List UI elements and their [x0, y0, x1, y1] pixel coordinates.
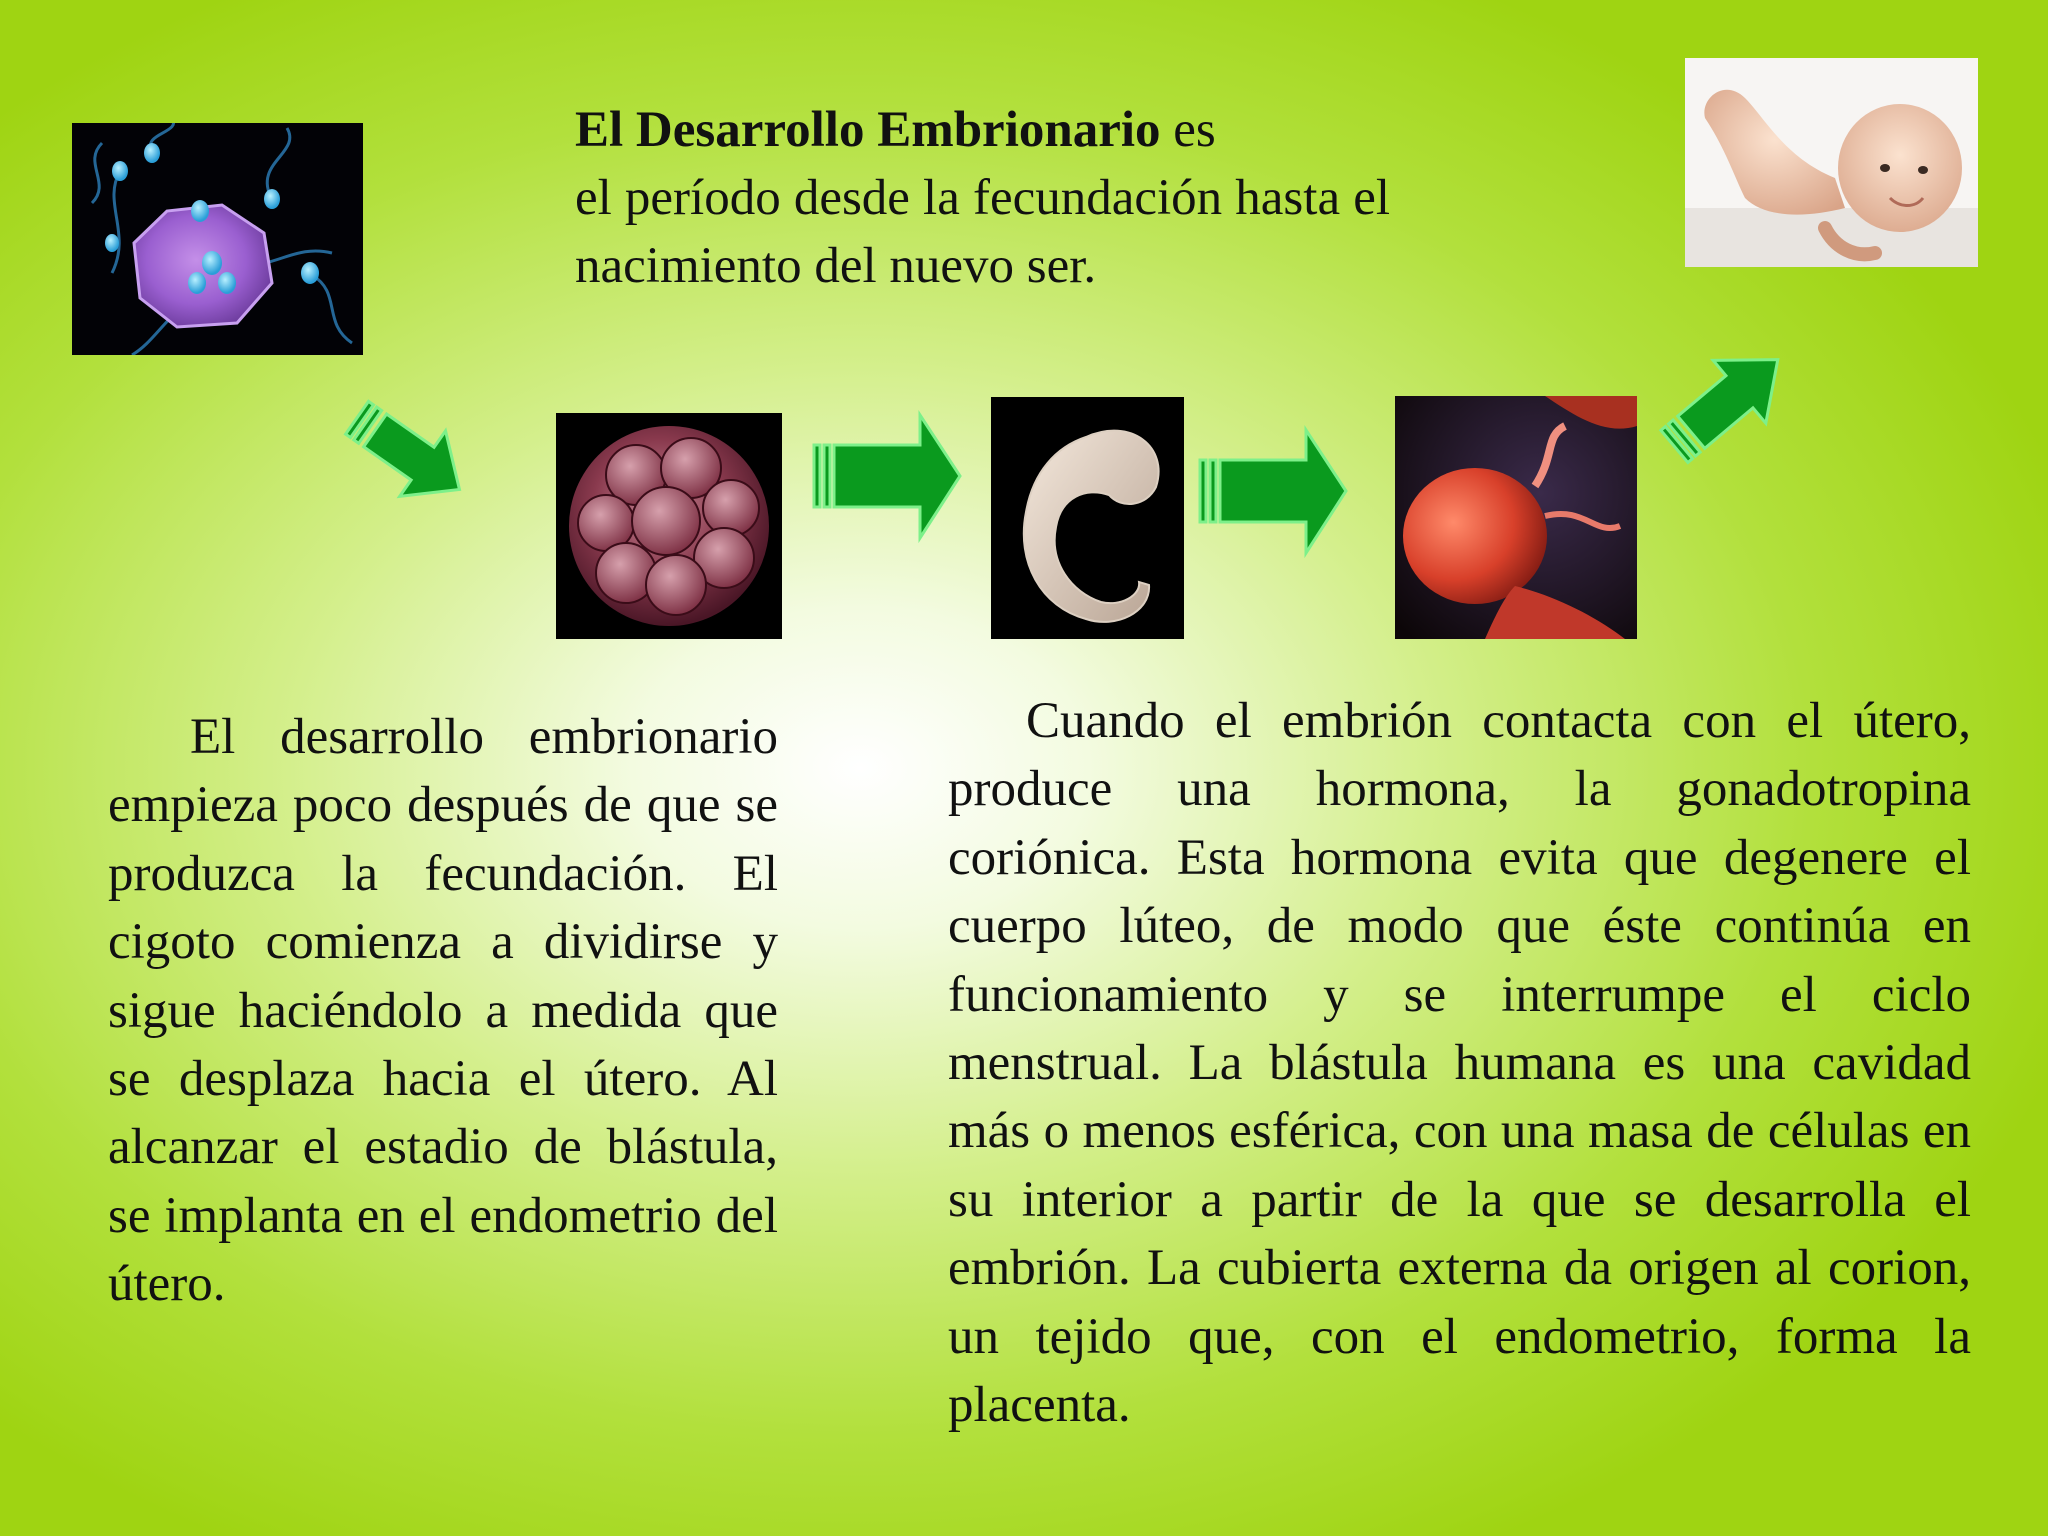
right-paragraph: Cuando el embrión contacta con el útero, produce una hormona, la gonadotropina coriónica. Esta hormona evita que degenere el cuerpo lúteo, de modo que éste continúa en funcionamiento y se interrumpe el ciclo menstrual. La blástula humana es una cavidad más o menos esférica, con una masa de células en su interior a partir de la que se desarrolla el embrión. La cubierta externa da origen al corion, un tejido que, con el endometrio, forma la placenta.	[948, 693, 1971, 1434]
arrow-icon-diagonal-down	[370, 345, 530, 495]
early-embryo-image	[991, 397, 1184, 639]
intro-first-line	[575, 96, 1390, 164]
intro-rest: el período desde la fecundación hasta el nacimiento del nuevo ser.	[575, 170, 1390, 294]
fetus-image	[1395, 396, 1637, 639]
arrow-icon-diagonal-up	[1628, 290, 1788, 430]
left-paragraph: El desarrollo embrionario empieza poco después de que se produzca la fecundación. El cigoto comienza a dividirse y sigue haciéndolo a medida que se desplaza hacia el útero. Al alcanzar el estadio de blástula, se implanta en el endometrio del útero.	[108, 709, 778, 1313]
morula-image	[556, 413, 782, 639]
fertilization-image	[72, 123, 363, 355]
intro-text	[575, 96, 1390, 300]
baby-image	[1685, 58, 1978, 267]
intro-title-suffix: es	[1160, 102, 1216, 158]
intro-title: El Desarrollo Embrionario	[575, 102, 1161, 158]
arrow-icon-right-1	[812, 410, 962, 545]
arrow-icon-right-2	[1198, 425, 1348, 560]
